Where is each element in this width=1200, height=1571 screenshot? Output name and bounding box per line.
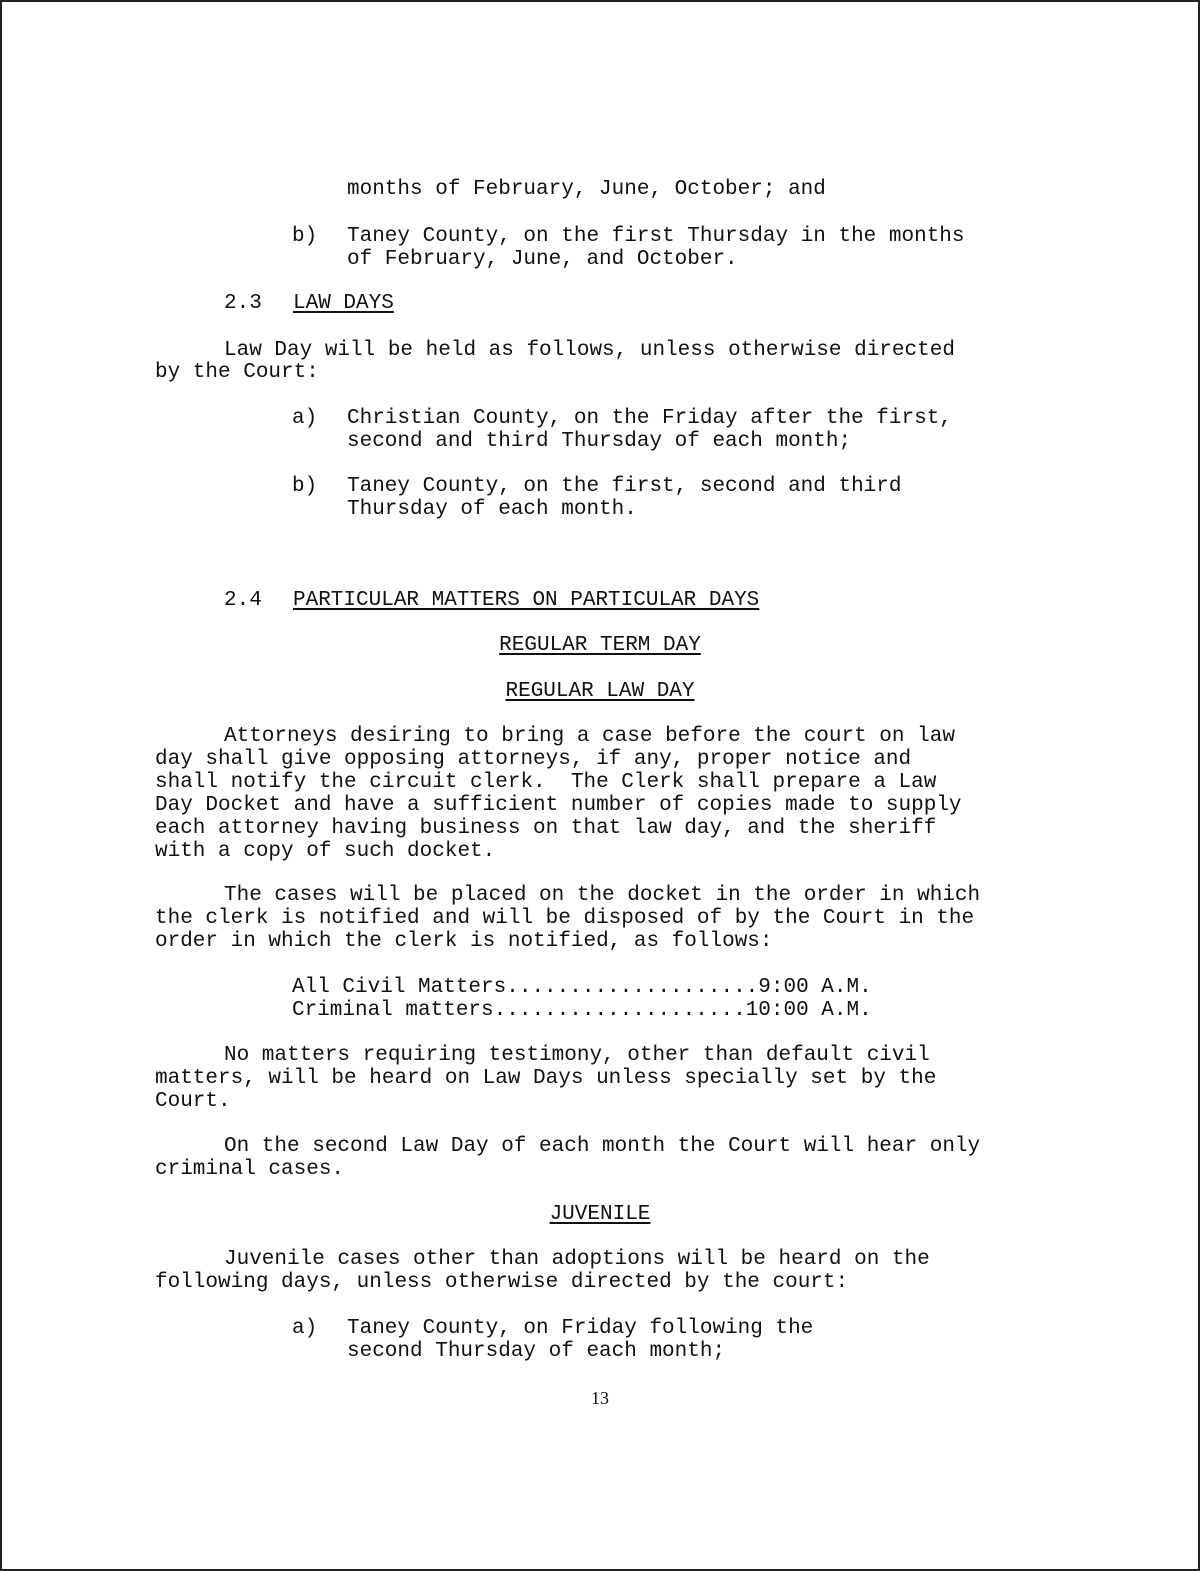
paragraph-line: Day Docket and have a sufficient number of copies made to supply bbox=[155, 794, 962, 817]
section-number: 2.3 bbox=[224, 292, 262, 315]
paragraph-line: following days, unless otherwise directed by the court: bbox=[155, 1271, 849, 1294]
paragraph-line: criminal cases. bbox=[155, 1158, 345, 1181]
subheading-regular-law-day: REGULAR LAW DAY bbox=[505, 680, 695, 703]
paragraph-line: with a copy of such docket. bbox=[155, 840, 496, 863]
list-marker: b) bbox=[292, 225, 318, 248]
paragraph-line: order in which the clerk is notified, as follows: bbox=[155, 930, 773, 953]
schedule-line: All Civil Matters....................9:00 A.M. bbox=[292, 976, 872, 999]
section-title: PARTICULAR MATTERS ON PARTICULAR DAYS bbox=[293, 589, 760, 612]
subheading-regular-term-day: REGULAR TERM DAY bbox=[499, 634, 701, 657]
schedule-line: Criminal matters....................10:00 A.M. bbox=[292, 999, 872, 1022]
paragraph-line: shall notify the circuit clerk. The Clerk shall prepare a Law bbox=[155, 771, 937, 794]
list-marker: b) bbox=[292, 475, 318, 498]
paragraph-line: No matters requiring testimony, other than default civil bbox=[224, 1044, 930, 1067]
continuation-line: months of February, June, October; and bbox=[347, 178, 826, 201]
list-item-text: second and third Thursday of each month; bbox=[347, 430, 852, 453]
paragraph-line: by the Court: bbox=[155, 361, 319, 384]
list-item-text: Christian County, on the Friday after the first, bbox=[347, 407, 952, 430]
paragraph-line: Attorneys desiring to bring a case before the court on law bbox=[224, 725, 955, 748]
list-marker: a) bbox=[292, 1317, 318, 1340]
paragraph-line: The cases will be placed on the docket in the order in which bbox=[224, 884, 981, 907]
section-number: 2.4 bbox=[224, 589, 262, 612]
paragraph-line: Court. bbox=[155, 1090, 231, 1113]
list-item-text: of February, June, and October. bbox=[347, 248, 738, 271]
page-border-top bbox=[0, 0, 1200, 2]
list-item-text: Taney County, on the first, second and third bbox=[347, 475, 902, 498]
page-border-left bbox=[0, 0, 2, 1571]
list-item-text: Thursday of each month. bbox=[347, 498, 637, 521]
paragraph-line: matters, will be heard on Law Days unless specially set by the bbox=[155, 1067, 937, 1090]
list-item-text: Taney County, on the first Thursday in the months bbox=[347, 225, 965, 248]
paragraph-line: the clerk is notified and will be disposed of by the Court in the bbox=[155, 907, 975, 930]
list-item-text: second Thursday of each month; bbox=[347, 1340, 726, 1363]
subheading-juvenile: JUVENILE bbox=[549, 1203, 651, 1226]
paragraph-line: day shall give opposing attorneys, if any, proper notice and bbox=[155, 748, 912, 771]
section-title: LAW DAYS bbox=[293, 292, 394, 315]
page-number: 13 bbox=[591, 1388, 609, 1408]
list-item-text: Taney County, on Friday following the bbox=[347, 1317, 814, 1340]
list-marker: a) bbox=[292, 407, 318, 430]
paragraph-line: On the second Law Day of each month the Court will hear only bbox=[224, 1135, 981, 1158]
paragraph-line: Juvenile cases other than adoptions will be heard on the bbox=[224, 1248, 930, 1271]
paragraph-line: Law Day will be held as follows, unless otherwise directed bbox=[224, 339, 955, 362]
paragraph-line: each attorney having business on that law day, and the sheriff bbox=[155, 817, 937, 840]
